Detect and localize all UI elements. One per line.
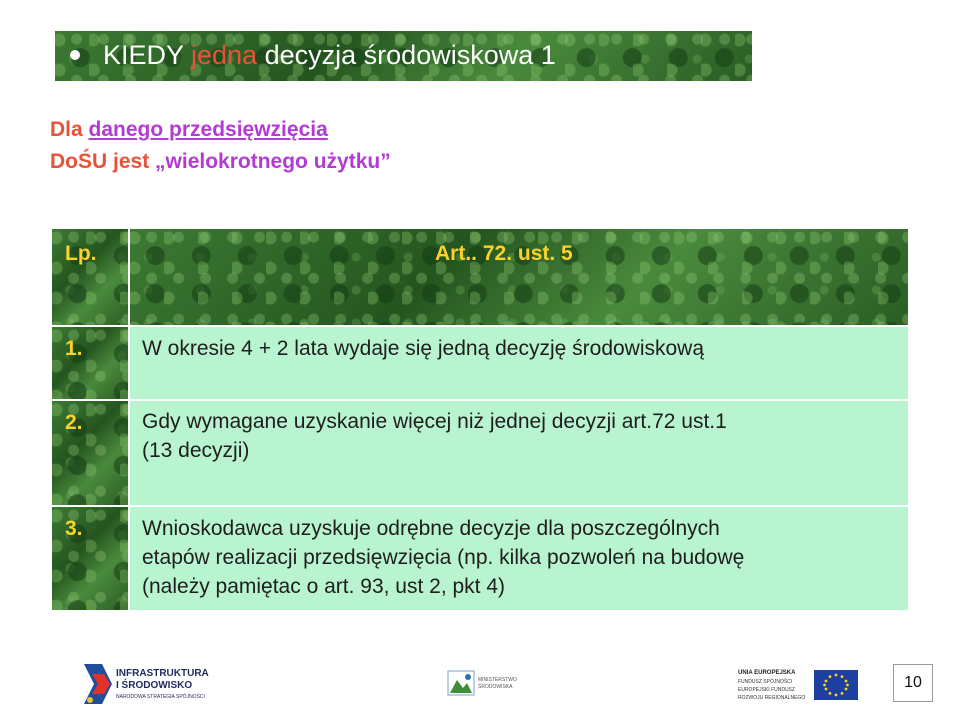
header-lp-cell: [52, 229, 128, 325]
header-art-cell: [130, 229, 908, 325]
row-text: Gdy wymagane uzyskanie więcej niż jednej decyzji art.72 ust.1 (13 decyzji): [142, 410, 727, 462]
row-number: 2.: [65, 411, 83, 434]
table-row: [130, 401, 908, 505]
subtitle-link[interactable]: danego przedsięwzięcia: [88, 118, 328, 141]
footer-logos: [0, 652, 960, 718]
header-art: Art.. 72. ust. 5: [435, 242, 573, 265]
page-number: 10: [893, 664, 933, 702]
ue-logo: [738, 664, 862, 708]
row-number-cell: [52, 401, 128, 505]
svg-text:MINISTERSTWO: MINISTERSTWO: [478, 677, 517, 683]
title-highlight: jedna: [191, 40, 258, 70]
slide-title: KIEDY jedna decyzja środowiskowa 1: [103, 40, 556, 70]
row-number: 3.: [65, 517, 83, 540]
svg-text:I ŚRODOWISKO: I ŚRODOWISKO: [116, 680, 193, 691]
ministerstwo-logo: [447, 668, 527, 698]
svg-text:ŚRODOWISKA: ŚRODOWISKA: [478, 684, 513, 690]
title-bar: [55, 31, 752, 81]
row-text: W okresie 4 + 2 lata wydaje się jedną decyzję środowiskową: [142, 337, 705, 360]
decision-table: [52, 229, 908, 610]
table-row: [130, 327, 908, 399]
svg-text:INFRASTRUKTURA: INFRASTRUKTURA: [116, 668, 209, 679]
row-number-cell: [52, 507, 128, 610]
infrastruktura-logo: [82, 660, 222, 708]
subtitle: Dla danego przedsięwzięcia DoŚU jest „wielokrotnego użytku”: [50, 118, 391, 173]
row-number-cell: [52, 327, 128, 399]
svg-text:EUROPEJSKI FUNDUSZ: EUROPEJSKI FUNDUSZ: [738, 687, 795, 693]
table-row: [130, 507, 908, 610]
svg-text:NARODOWA STRATEGIA SPÓJNOŚCI: NARODOWA STRATEGIA SPÓJNOŚCI: [116, 694, 205, 700]
svg-text:ROZWOJU REGIONALNEGO: ROZWOJU REGIONALNEGO: [738, 695, 806, 701]
row-text: Wnioskodawca uzyskuje odrębne decyzje dla poszczególnych etapów realizacji przedsięwzięcia (np. kilka pozwoleń na budowę (należy pamiętac o art. 93, ust 2, pkt 4): [142, 517, 745, 598]
bullet-icon: [70, 50, 80, 60]
svg-text:UNIA EUROPEJSKA: UNIA EUROPEJSKA: [738, 670, 796, 676]
row-number: 1.: [65, 337, 83, 360]
header-lp: Lp.: [65, 242, 97, 265]
svg-text:FUNDUSZ SPÓJNOŚCI: FUNDUSZ SPÓJNOŚCI: [738, 679, 793, 685]
